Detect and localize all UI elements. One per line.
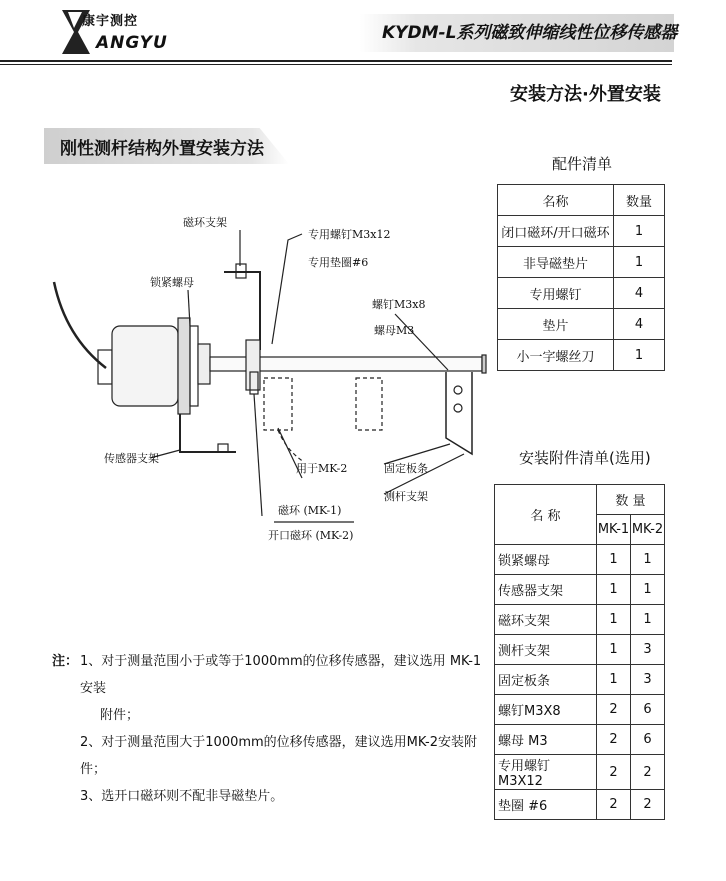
cell-mk2: 6 [631, 725, 665, 755]
cell-qty: 1 [614, 216, 665, 247]
table-row [495, 605, 665, 635]
header-divider [0, 60, 672, 62]
header-qty: 数 量 [597, 485, 665, 515]
cell-mk1: 2 [597, 755, 631, 790]
rod-bracket [446, 372, 472, 454]
bracket-hole [218, 444, 228, 452]
rod-end [482, 355, 486, 373]
label-rod-bracket: 测杆支架 [384, 490, 428, 503]
label-magnet-ring: 磁环 (MK-1) [278, 504, 342, 517]
note-item [52, 702, 492, 729]
cell-mk1: 1 [597, 575, 631, 605]
cell-qty: 1 [614, 247, 665, 278]
section-title: 刚性测杆结构外置安装方法 [60, 139, 264, 159]
cell-mk1: 2 [597, 790, 631, 820]
note-text: 3、选开口磁环则不配非导磁垫片。 [80, 789, 284, 804]
label-open-magnet-ring: 开口磁环 (MK-2) [268, 529, 354, 542]
note-text: 附件； [100, 708, 140, 723]
leader-magnet-ring [254, 394, 262, 516]
table-row [498, 340, 665, 371]
table-row [495, 790, 665, 820]
table-row [498, 247, 665, 278]
table-row [495, 575, 665, 605]
cell-name: 专用螺钉 M3X12 [495, 755, 597, 790]
logo-english-name: ANGYU [96, 33, 168, 53]
mk2-support-1 [264, 378, 292, 430]
label-screw-m3x8: 螺钉M3x8 [372, 298, 426, 311]
mk2-support-2 [356, 378, 382, 430]
sensor-flange [178, 318, 190, 414]
cell-mk2: 2 [631, 755, 665, 790]
accessory-table [494, 484, 665, 820]
label-special-screw: 专用螺钉M3x12 [308, 228, 391, 241]
cell-mk2: 3 [631, 635, 665, 665]
table-header-row [495, 485, 665, 515]
table-row [495, 695, 665, 725]
nut-hex [198, 344, 210, 384]
cell-name: 固定板条 [495, 665, 597, 695]
page-title: 安装方法·外置安装 [510, 84, 661, 105]
product-title: KYDM-L系列磁致伸缩线性位移传感器 [382, 23, 678, 43]
header-qty: 数量 [614, 185, 665, 216]
table-header-row [498, 185, 665, 216]
cell-name: 螺钉M3X8 [495, 695, 597, 725]
cell-mk1: 2 [597, 695, 631, 725]
logo-chinese-name: 康宇测控 [82, 14, 139, 29]
table-row [495, 635, 665, 665]
table-row [495, 545, 665, 575]
table-row [495, 665, 665, 695]
rod-bracket-hole-2 [454, 404, 462, 412]
cell-mk2: 1 [631, 545, 665, 575]
cell-name: 测杆支架 [495, 635, 597, 665]
cell-mk1: 2 [597, 725, 631, 755]
note-item [52, 648, 492, 702]
cell-name: 锁紧螺母 [495, 545, 597, 575]
accessory-table-title: 安装附件清单(选用) [519, 449, 651, 467]
label-fixing-strip: 固定板条 [384, 462, 428, 475]
parts-table-title: 配件清单 [552, 155, 613, 173]
header-mk2: MK-2 [631, 515, 665, 545]
cell-mk2: 3 [631, 665, 665, 695]
table-row [498, 309, 665, 340]
label-special-washer: 专用垫圈#6 [308, 256, 369, 269]
leader-special-screw [272, 234, 302, 344]
note-item [52, 783, 492, 810]
header-name: 名称 [498, 185, 614, 216]
table-row [495, 755, 665, 790]
cell-name: 传感器支架 [495, 575, 597, 605]
cell-name: 闭口磁环/开口磁环 [498, 216, 614, 247]
header-divider-thin [0, 64, 672, 65]
cell-qty: 4 [614, 278, 665, 309]
parts-table [497, 184, 665, 371]
cell-name: 磁环支架 [495, 605, 597, 635]
cell-qty: 1 [614, 340, 665, 371]
cell-name: 专用螺钉 [498, 278, 614, 309]
note-item [52, 729, 492, 783]
cell-mk1: 1 [597, 635, 631, 665]
label-for-mk2: 用于MK-2 [296, 462, 348, 475]
cell-qty: 4 [614, 309, 665, 340]
cell-mk1: 1 [597, 665, 631, 695]
table-row [498, 216, 665, 247]
table-row [495, 725, 665, 755]
table-row [498, 278, 665, 309]
label-lock-nut: 锁紧螺母 [150, 276, 194, 289]
cell-mk2: 6 [631, 695, 665, 725]
note-text: 2、对于测量范围大于1000mm的位移传感器，建议选用MK-2安装附件； [80, 735, 478, 777]
cell-name: 垫圈 #6 [495, 790, 597, 820]
note-mark: 注： [52, 654, 79, 669]
cell-name: 螺母 M3 [495, 725, 597, 755]
cell-mk2: 1 [631, 605, 665, 635]
note-text: 1、对于测量范围小于或等于1000mm的位移传感器，建议选用 MK-1安装 [80, 654, 482, 696]
cell-name: 小一字螺丝刀 [498, 340, 614, 371]
header-name: 名 称 [495, 485, 597, 545]
cell-name: 非导磁垫片 [498, 247, 614, 278]
notes [52, 648, 492, 810]
cell-mk2: 2 [631, 790, 665, 820]
magnet-ring-bracket [224, 272, 260, 350]
cell-name: 垫片 [498, 309, 614, 340]
header-mk1: MK-1 [597, 515, 631, 545]
cell-mk1: 1 [597, 545, 631, 575]
cell-mk2: 1 [631, 575, 665, 605]
rod-bracket-hole-1 [454, 386, 462, 394]
label-magnet-ring-bracket: 磁环支架 [183, 216, 227, 229]
installation-diagram [40, 200, 490, 560]
lock-nut [190, 326, 198, 406]
label-nut-m3: 螺母M3 [374, 324, 415, 337]
cell-mk1: 1 [597, 605, 631, 635]
sensor-head [112, 326, 178, 406]
label-sensor-bracket: 传感器支架 [104, 452, 159, 465]
